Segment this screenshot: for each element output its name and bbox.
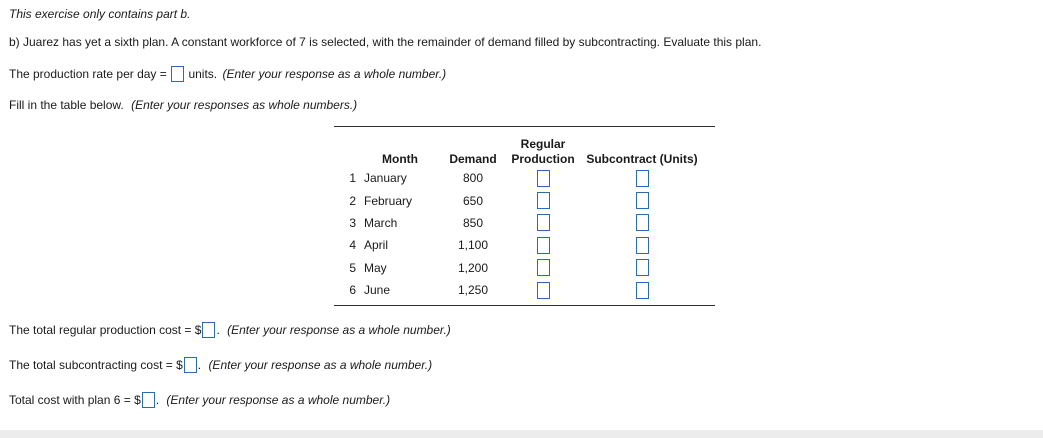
row-demand: 800	[462, 171, 484, 186]
row-month: January	[364, 171, 407, 186]
table-top-rule	[334, 126, 715, 127]
row-month: April	[364, 238, 389, 253]
header-regular-production	[508, 137, 578, 167]
total-subcontract-hint: (Enter your response as a whole number.)	[208, 358, 433, 372]
row-month: February	[364, 193, 413, 208]
header-index	[340, 137, 362, 167]
regular-production-input-june[interactable]	[537, 282, 550, 299]
row-month: May	[364, 260, 387, 275]
table-row	[340, 234, 706, 256]
production-rate-label: The production rate per day =	[9, 67, 167, 81]
row-demand: 1,100	[457, 238, 489, 253]
row-month: March	[364, 215, 398, 230]
bottom-bar	[0, 430, 1043, 438]
total-cost-input[interactable]	[142, 392, 155, 408]
header-regular-line2: Production	[511, 152, 575, 166]
row-demand: 850	[462, 215, 484, 230]
table-row	[340, 212, 706, 234]
row-demand: 1,200	[457, 260, 489, 275]
production-rate-row	[9, 66, 446, 82]
row-index: 4	[349, 238, 356, 253]
total-regular-input[interactable]	[202, 322, 215, 338]
production-rate-hint: (Enter your response as a whole number.)	[222, 67, 447, 81]
header-demand: Demand	[449, 152, 497, 166]
total-cost-hint: (Enter your response as a whole number.)	[166, 393, 391, 407]
question-text: b) Juarez has yet a sixth plan. A constant workforce of 7 is selected, with the remainder of demand filled by subcontracting. Evaluate this plan.	[9, 35, 762, 49]
row-index: 2	[349, 193, 356, 208]
regular-production-input-january[interactable]	[537, 170, 550, 187]
total-cost-label: Total cost with plan 6 = $	[9, 393, 141, 407]
subcontract-input-april[interactable]	[636, 237, 649, 254]
production-rate-input[interactable]	[171, 66, 184, 82]
subcontract-input-february[interactable]	[636, 192, 649, 209]
table-row	[340, 257, 706, 279]
fill-table-hint: (Enter your responses as whole numbers.)	[131, 98, 358, 112]
total-subcontract-label: The total subcontracting cost = $	[9, 358, 183, 372]
header-month: Month	[382, 152, 418, 166]
subcontract-input-june[interactable]	[636, 282, 649, 299]
row-index: 5	[349, 260, 356, 275]
total-cost-row: Total cost with plan 6 = $ . (Enter your response as a whole number.)	[9, 393, 391, 407]
table-bottom-rule	[334, 305, 715, 306]
total-regular-hint: (Enter your response as a whole number.)	[227, 323, 451, 337]
subcontract-input-may[interactable]	[636, 259, 649, 276]
table-header-row	[340, 137, 706, 167]
row-index: 6	[349, 283, 356, 298]
fill-table-label: Fill in the table below.	[9, 98, 124, 112]
intro-text: This exercise only contains part b.	[9, 7, 191, 21]
total-regular-label: The total regular production cost = $	[9, 323, 202, 337]
total-subcontract-input[interactable]	[184, 357, 197, 373]
regular-production-input-may[interactable]	[537, 259, 550, 276]
row-demand: 650	[462, 193, 484, 208]
row-month: June	[364, 283, 391, 298]
row-index: 3	[349, 215, 356, 230]
regular-production-input-march[interactable]	[537, 214, 550, 231]
production-table	[340, 137, 706, 301]
total-subcontract-row: The total subcontracting cost = $ . (Enter your response as a whole number.)	[9, 358, 433, 372]
header-regular-line1: Regular	[520, 137, 566, 151]
table-row	[340, 167, 706, 189]
row-index: 1	[349, 171, 356, 186]
header-subcontract: Subcontract (Units)	[586, 152, 698, 166]
table-row	[340, 279, 706, 301]
row-demand: 1,250	[457, 283, 489, 298]
total-regular-row: The total regular production cost = $ . (Enter your response as a whole number.)	[9, 323, 451, 337]
subcontract-input-january[interactable]	[636, 170, 649, 187]
table-row	[340, 189, 706, 211]
regular-production-input-february[interactable]	[537, 192, 550, 209]
production-rate-unit: units.	[188, 67, 218, 81]
subcontract-input-march[interactable]	[636, 214, 649, 231]
fill-table-row	[9, 97, 357, 113]
regular-production-input-april[interactable]	[537, 237, 550, 254]
